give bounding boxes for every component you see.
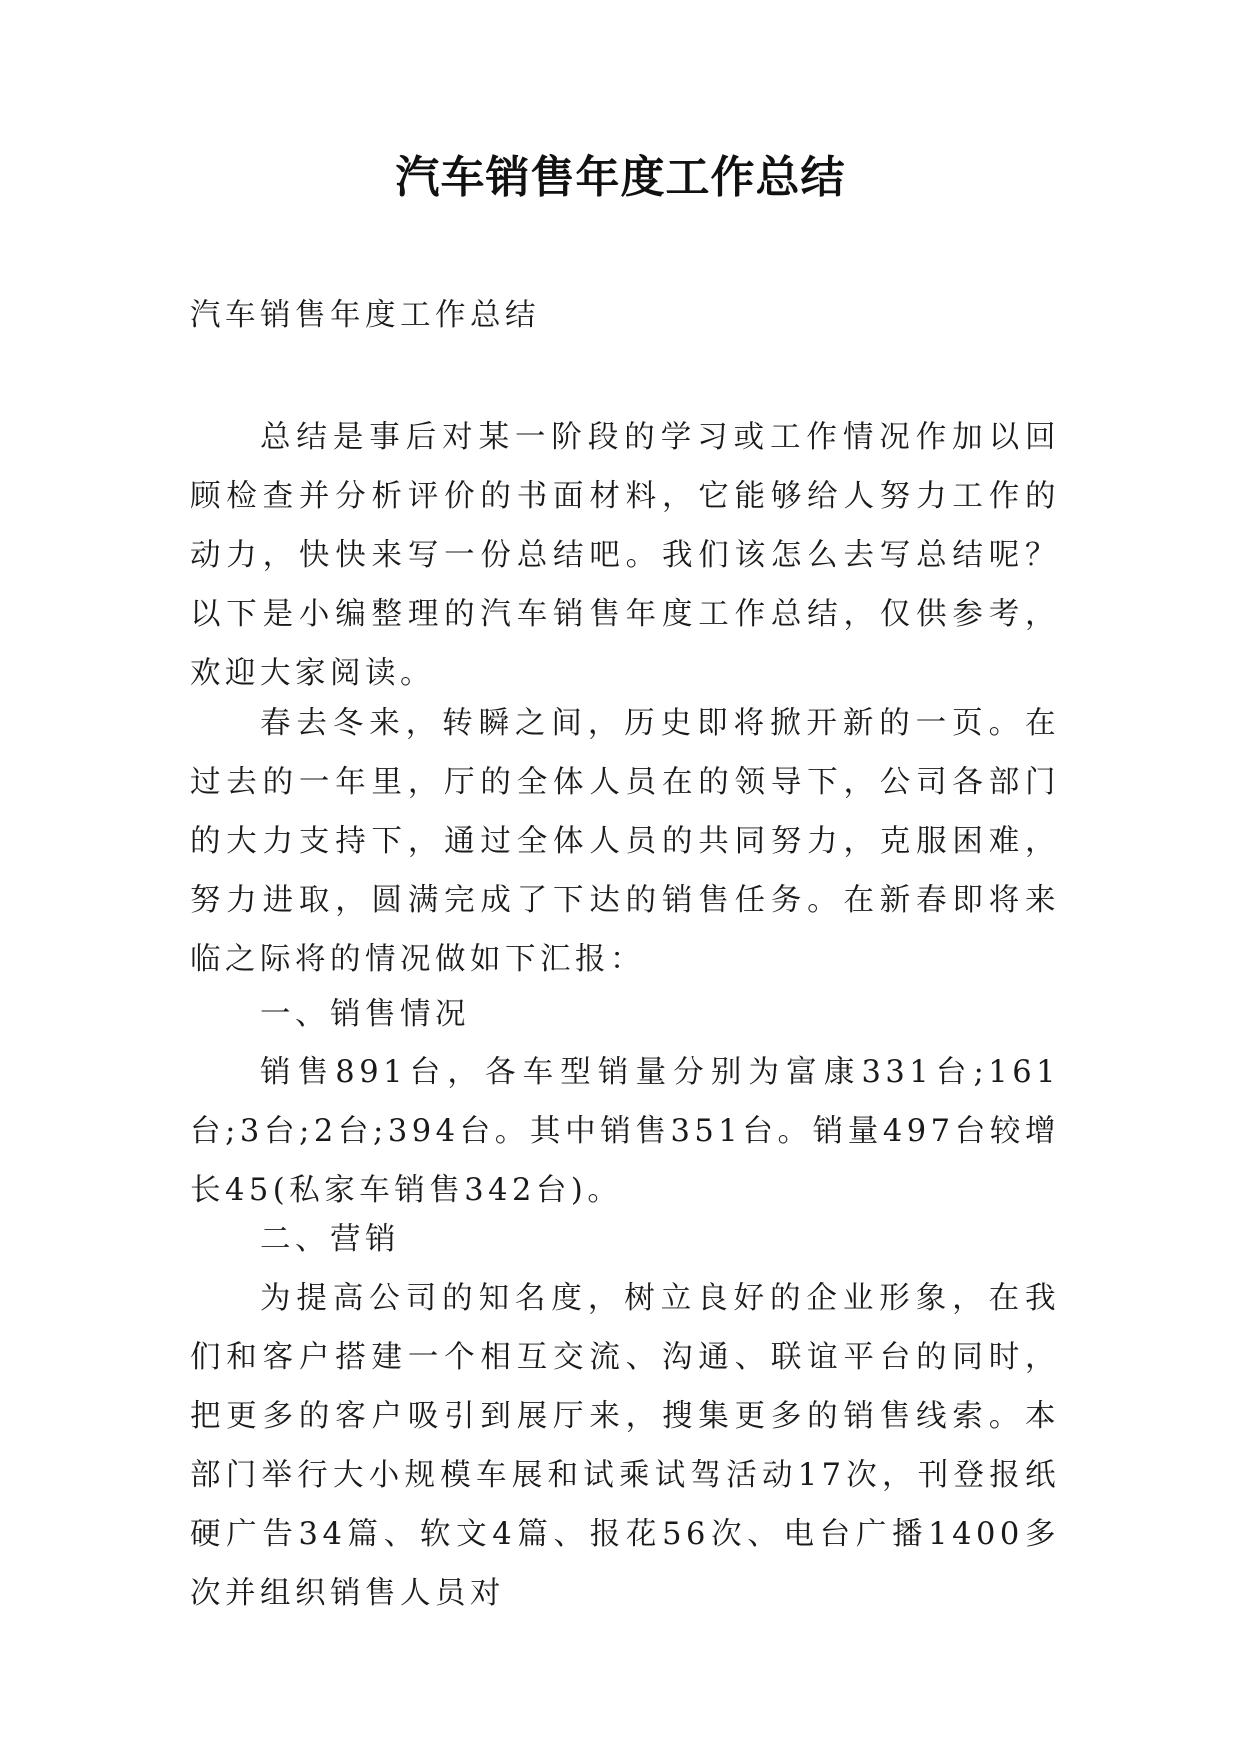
- section-heading-sales: 一、销售情况: [260, 997, 470, 1032]
- document-title: 汽车销售年度工作总结: [395, 152, 846, 203]
- intro-paragraph: 总结是事后对某一阶段的学习或工作情况作加以回顾检查并分析评价的书面材料，它能够给人努力工作的动力，快快来写一份总结吧。我们该怎么去写总结呢？以下是小编整理的汽车销售年度工作总结，仅供参考，欢迎大家阅读。: [190, 420, 1060, 691]
- marketing-paragraph: 为提高公司的知名度，树立良好的企业形象，在我们和客户搭建一个相互交流、沟通、联谊平台的同时，把更多的客户吸引到展厅来，搜集更多的销售线索。本部门举行大小规模车展和试乘试驾活动17次，刊登报纸硬广告34篇、软文4篇、报花56次、电台广播1400多次并组织销售人员对: [190, 1281, 1060, 1611]
- sales-paragraph: 销售891台，各车型销量分别为富康331台;161台;3台;2台;394台。其中销售351台。销量497台较增长45(私家车销售342台)。: [190, 1055, 1060, 1208]
- section-heading-marketing: 二、营销: [260, 1222, 400, 1257]
- opening-paragraph: 春去冬来，转瞬之间，历史即将掀开新的一页。在过去的一年里，厅的全体人员在的领导下，公司各部门的大力支持下，通过全体人员的共同努力，克服困难，努力进取，圆满完成了下达的销售任务。在新春即将来临之际将的情况做如下汇报：: [190, 706, 1060, 977]
- document-subtitle: 汽车销售年度工作总结: [190, 298, 540, 333]
